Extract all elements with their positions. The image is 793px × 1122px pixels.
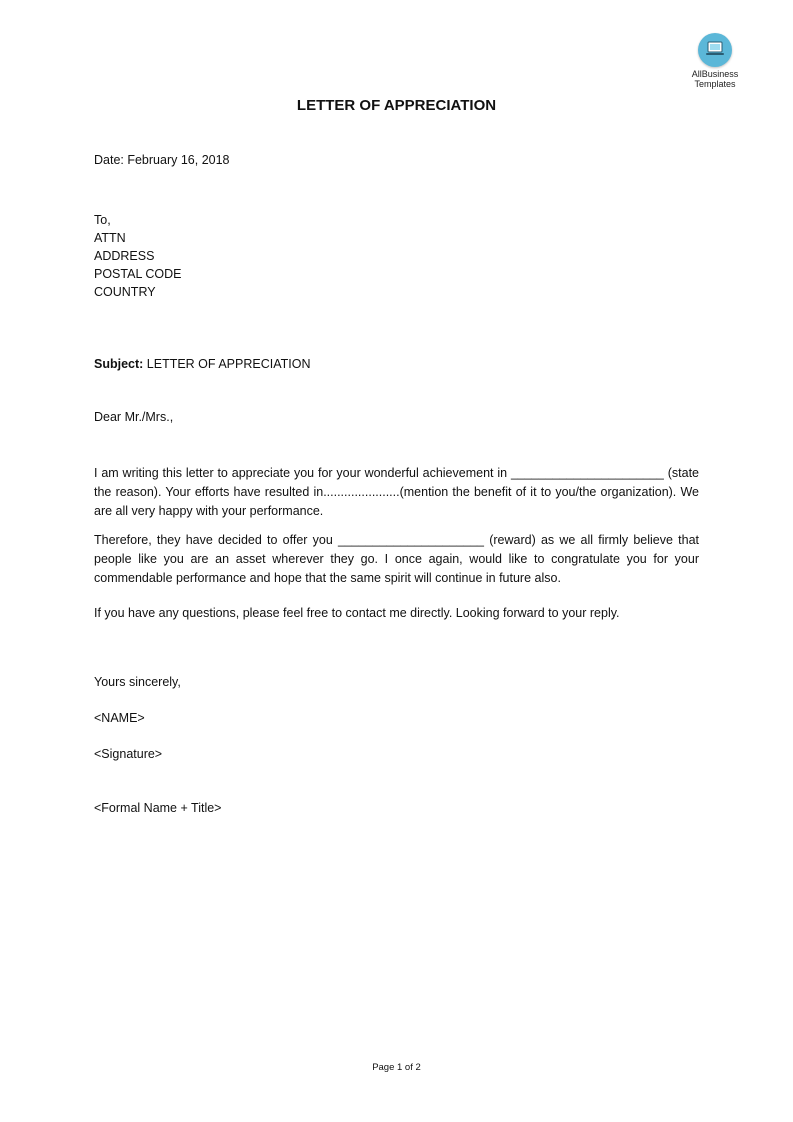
salutation: Dear Mr./Mrs.,	[94, 410, 174, 424]
body-paragraph-3: If you have any questions, please feel free to contact me directly. Looking forward to your reply.	[94, 606, 620, 620]
page-number: Page 1 of 2	[372, 1062, 421, 1073]
logo-text: AllBusiness Templates	[691, 69, 739, 89]
subject-text: LETTER OF APPRECIATION	[143, 357, 311, 371]
address-line: ADDRESS	[94, 249, 155, 263]
address-postal-code: POSTAL CODE	[94, 267, 182, 281]
sender-name: <NAME>	[94, 711, 145, 725]
address-country: COUNTRY	[94, 285, 156, 299]
closing: Yours sincerely,	[94, 675, 181, 689]
letter-date: Date: February 16, 2018	[94, 153, 230, 167]
subject-label: Subject:	[94, 357, 144, 371]
body-paragraph-1: I am writing this letter to appreciate you for your wonderful achievement in ______________________ (state the reason). Your efforts have resulted in......................(mention the benefit of it to you/the organization). We are all very happy with your performance.	[94, 466, 699, 518]
body-paragraph-2: Therefore, they have decided to offer you _____________________ (reward) as we all firmly believe that people like you are an asset wherever they go. I once again, would like to congratulate you for your commendable performance and hope that the same spirit will continue in future also.	[94, 533, 699, 585]
sender-formal-name: <Formal Name + Title>	[94, 801, 222, 815]
laptop-icon	[698, 33, 732, 67]
address-to: To,	[94, 213, 111, 227]
address-attn: ATTN	[94, 231, 126, 245]
letter-title: LETTER OF APPRECIATION	[296, 97, 497, 114]
sender-signature: <Signature>	[94, 747, 163, 761]
subject-line	[94, 357, 310, 371]
brand-logo	[690, 33, 740, 89]
